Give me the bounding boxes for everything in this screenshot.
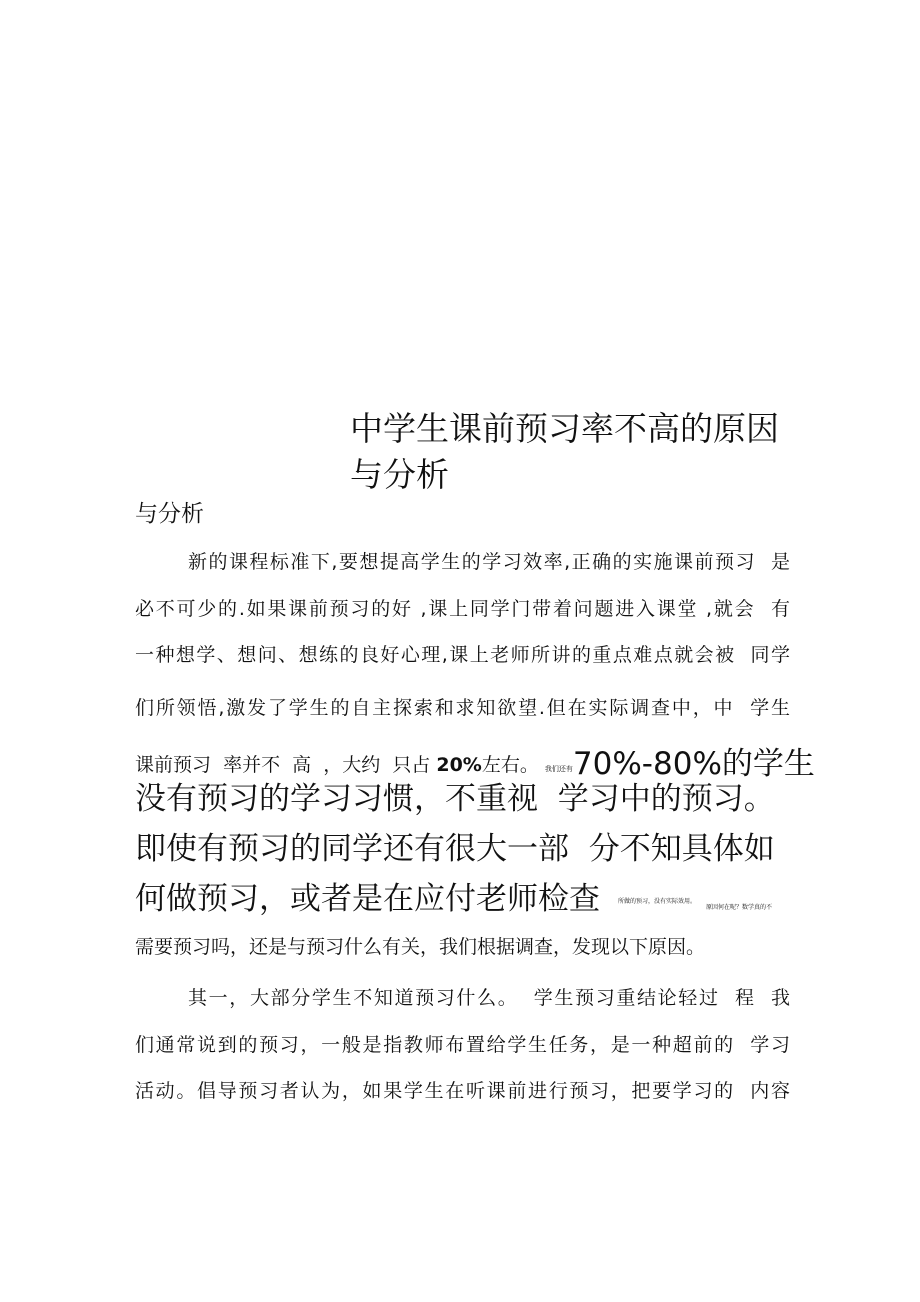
paragraph-line: 们所领悟,激发了学生的自主探索和求知欲望.但在实际调查中，中 学生 xyxy=(135,697,790,719)
large-paragraph-line: 即使有预习的同学还有很大一部 分不知具体如 xyxy=(135,831,775,867)
paragraph-line: 需要预习吗，还是与预习什么有关，我们根据调查，发现以下原因。 xyxy=(135,936,706,958)
paragraph-line: 必不可少的.如果课前预习的好 ,课上同学门带着问题进入课堂 ,就会 有 xyxy=(135,598,790,620)
paragraph-line: 新的课程标准下,要想提高学生的学习效率,正确的实施课前预习 是 xyxy=(188,551,790,573)
paragraph-line: 一种想学、想问、想练的良好心理,课上老师所讲的重点难点就会被 同学 xyxy=(135,644,790,666)
text: 左右。 xyxy=(481,754,539,776)
paragraph-line: 其一，大部分学生不知道预习什么。 学生预习重结论轻过 程 我 xyxy=(188,987,790,1009)
paragraph-line: 们通常说到的预习，一般是指教师布置给学生任务，是一种超前的 学习 xyxy=(135,1034,790,1056)
percent-text: 20% xyxy=(436,754,482,776)
paragraph-line: 活动。倡导预习者认为，如果学生在听课前进行预习，把要学习的 内容 xyxy=(135,1080,790,1102)
document-title: 中学生课前预习率不高的原因 xyxy=(350,409,779,448)
document-title-line2: 与分析 xyxy=(350,455,449,494)
large-paragraph-line: 没有预习的学习习惯，不重视 学习中的预习。 xyxy=(135,781,775,817)
large-paragraph-line: 何做预习，或者是在应付老师检查 xyxy=(135,881,600,917)
paragraph-line-mixed xyxy=(135,746,815,782)
small-text: 我们还有 xyxy=(544,765,573,773)
small-text: 原因何在呢？数学真的不 xyxy=(706,904,773,911)
small-text: 所做的预习，没有实际效用。 xyxy=(618,898,697,905)
text: 课前预习 率并不 高 ，大约 只占 xyxy=(135,754,437,776)
section-heading: 与分析 xyxy=(135,501,204,527)
large-text: 70%-80%的学生 xyxy=(572,746,815,782)
